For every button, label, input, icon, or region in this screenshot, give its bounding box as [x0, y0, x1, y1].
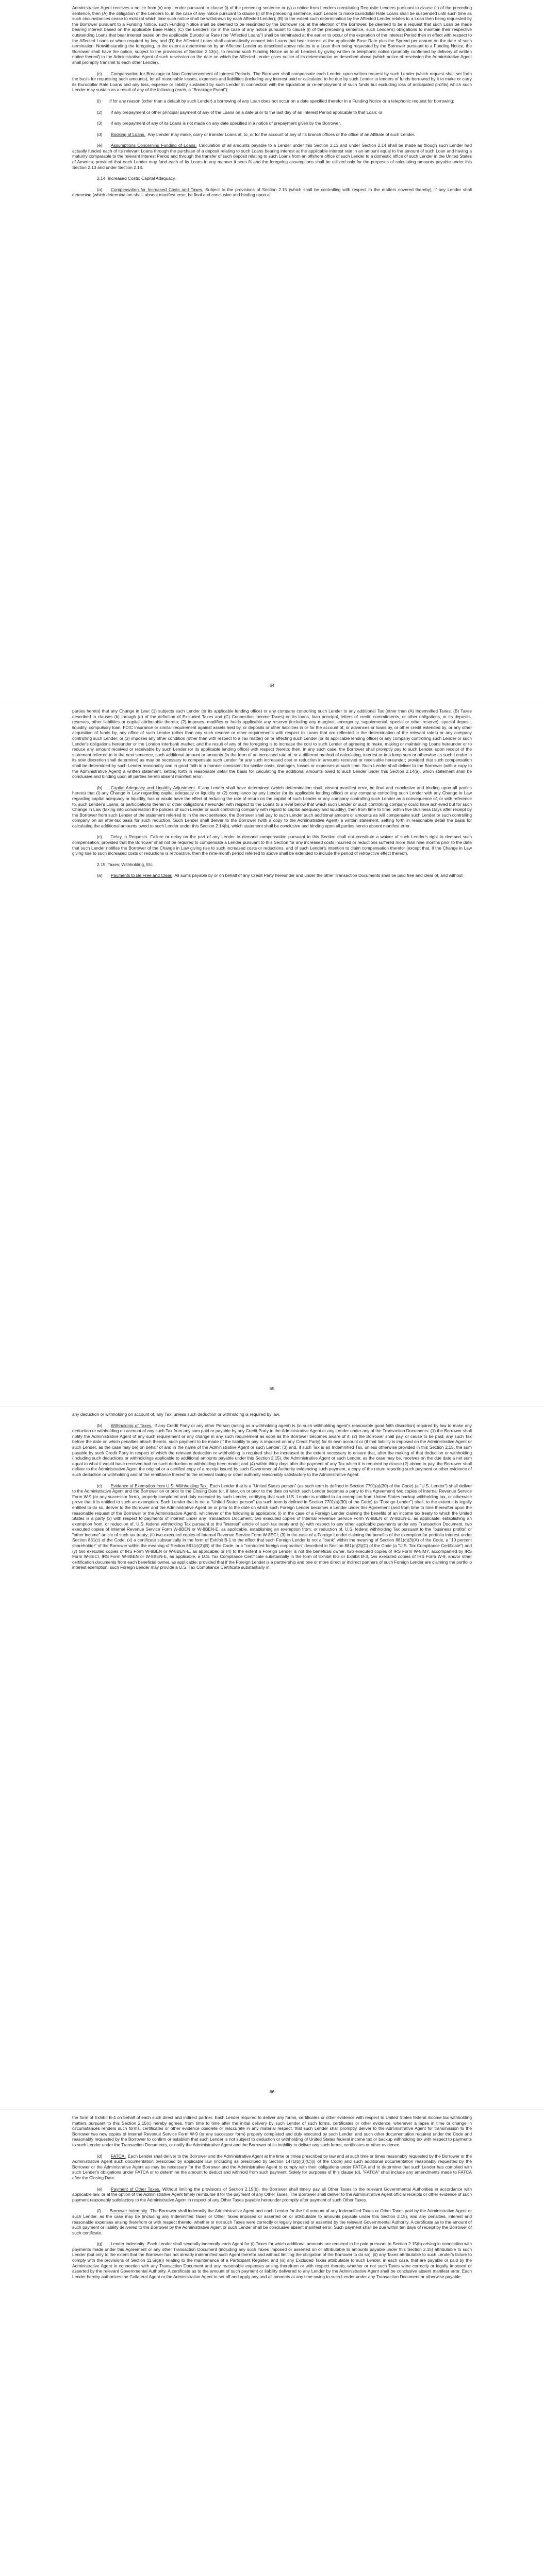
clause-number: (g) [97, 2241, 103, 2247]
clause-number: (i) [97, 98, 101, 104]
clause-number: (c) [97, 834, 102, 840]
paragraph-text: If any Credit Party or any other Person (acting as a withholding agent) is (in such withholding agent's reasonable good faith discretion) required by law to make any deduction or withholding on account of any such Tax from any sum paid or payable by any Credit Party to the Administrative Agent or any Lender under any of the Transaction Documents: (1) the Borrower shall notify the Administrative Agent of any such requirement or any change in any such requirement as soon as the Borrower becomes aware of it; (2) the Borrower shall pay, or cause to be paid, any such Tax before the date on which penalties attach thereto, such payment to be made (if the liability to pay is imposed on any Credit Party) for its own account or (if that liability is imposed on the Administrative Agent or such Lender, as the case may be) on behalf of and in the name of the Administrative Agent or such Lender; (3) and, if such Tax is an Indemnified Tax, unless otherwise provided in this Section 2.15, the sum payable by such Credit Party in respect of which the relevant deduction or withholding is required shall be increased to the extent necessary to ensure that, after the making of that deduction or withholding (including such deductions or withholdings applicable to additional amounts payable under this Section 2.15), the Administrative Agent or such Lender, as the case may be, receives on the due date a net sum equal to what it would have received had no such deduction or withholding been made; and (4) within thirty days after the payment of any Tax which it is required by clause (2) above to pay, the Borrower shall deliver to the Administrative Agent the original or a certified copy of a receipt issued by such Governmental Authority evidencing such payment, a copy of the return reporting such payment or other evidence of such deduction or withholding and of the remittance thereof to the relevant taxing or other authority reasonably satisfactory to the Administrative Agent. [72, 1422, 472, 1477]
paragraph [72, 110, 472, 115]
paragraph [72, 2241, 472, 2279]
paragraph [72, 708, 472, 779]
paragraph [72, 5, 472, 65]
paragraph-text: If any Lender shall have determined (which determination shall, absent manifest error, be final and conclusive and binding upon all parties hereto) that (i) any Change in Law regarding capital adequacy or liquidity or (2) compliance by any Lender (or its applicable lending office) or any company controlling such Lender with any Change in Law regarding capital adequacy or liquidity, has or would have the effect of reducing the rate of return on the capital of such Lender or any company controlling such Lender as a consequence of, or with reference to, such Lender's Loans, or participations therein or other obligations hereunder with respect to the Loans to a level below that which such Lender or such controlling company could have achieved but for such Change in Law (taking into consideration the policies of such Lender or such controlling company with regard to capital adequacy and liquidity), then from time to time, within five Business Days after receipt by the Borrower from such Lender of the statement referred to in the next sentence, the Borrower shall pay to such Lender such additional amount or amounts as will compensate such Lender or such controlling company on an after-tax basis for such reduction. Such Lender shall deliver to the Borrower (with a copy to the Administrative Agent) a written statement, setting forth in reasonable detail the basis for calculating the additional amounts owed to such Lender under this Section 2.14(b), which statement shall be conclusive and binding upon all parties hereto absent manifest error. [72, 785, 472, 828]
paragraph [72, 1412, 472, 1417]
paragraph-text: the form of Exhibit B-4 on behalf of each such direct and indirect partner. Each Lender required to deliver any forms, certificates or other evidence with respect to United States federal income tax withholding matters pursuant to this Section 2.15(c) hereby agrees, from time to time after the initial delivery by such Lender of such forms, certificates or other evidence, whenever a lapse in time or change in circumstances renders such forms, certificates or other evidence obsolete or inaccurate in any material respect, that such Lender shall promptly deliver to the Administrative Agent for transmission to the Borrower two new copies of Internal Revenue Service Form W-9 (or any successor form) properly completed and duly executed by such Lender, and such other documentation required under the Code and reasonably requested by the Borrower to confirm or establish that such Lender is not subject to deduction or withholding of United States federal income tax or backup withholding tax with respect to payments to such Lender under the Transaction Documents, or notify the Administrative Agent and the Borrower of its inability to deliver any such forms, certificates or other evidence. [72, 2115, 472, 2147]
paragraph-text: All sums payable by or on behalf of any Credit Party hereunder and under the other Transaction Documents shall be paid free and clear of, and without [174, 873, 463, 878]
document-page-64 [0, 0, 544, 703]
document-page-65 [0, 703, 544, 1406]
section-heading: Evidence of Exemption from U.S. Withholding Tax. [110, 1483, 208, 1488]
paragraph-text: Each Lender shall deliver to the Borrower and the Administrative Agent at the time or times prescribed by law and at such time or times reasonably requested by the Borrower or the Administrative Agent such documentation prescribed by applicable law (including as prescribed by Section 1471(b)(3)(C)(i) of the Code) and such additional documentation reasonably requested by the Borrower or the Administrative Agent as may be necessary for the Borrower and the Administrative Agent to comply with their obligations under FATCA and to determine that such Lender has complied with such Lender's obligations under FATCA or to determine the amount to deduct and withhold from such payment. Solely for purposes of this clause (d), "FATCA" shall include any amendments made to FATCA after the Closing Date. [72, 2153, 472, 2180]
paragraph [72, 143, 472, 170]
paragraph-text: Subject to the provisions of Section 2.15 (which shall be controlling with respect to the matters covered thereby), if any Lender shall determine (which determination shall, absent manifest error, be final and conclusive and binding upon all [72, 187, 472, 198]
paragraph-text: The Borrower shall compensate each Lender, upon written request by such Lender (which request shall set forth the basis for requesting such amounts), for all reasonable losses, expenses and liabilities (including any interest paid or calculated to be due by such Lender to lenders of funds borrowed by it to make or carry its Eurodollar Rate Loans and any loss, expense or liability sustained by such Lender in connection with the liquidation or re-employment of such funds but excluding loss of anticipated profits) which such Lender may sustain as a result of any of the following (each, a "Breakage Event"): [72, 71, 472, 93]
paragraph-text: Administrative Agent receives a notice from (x) any Lender pursuant to clause (i) of the preceding sentence or (y) a notice from Lenders constituting Requisite Lenders pursuant to clause (ii) of the preceding sentence, then (A) the obligation of the Lenders to, in the case of any notice pursuant to clause (i) of the preceding sentence, such Lender to make Eurodollar Rate Loans shall be suspended until such time as such circumstances cease to exist (at which time such notice shall be withdrawn by each Affected Lender); (B) to the extent such determination by the Affected Lender relates to a Loan then being requested by the Borrower pursuant to a Funding Notice, such Funding Notice shall be deemed to be rescinded by the Borrower (or, at the election of the Borrower, be deemed to be a request that such Loan be made bearing interest based on the applicable Base Rate); (C) the Lenders' (or in the case of any notice pursuant to clause (i) of the preceding sentence, such Lender's) obligations to maintain their respective outstanding Loans that bear interest based on the applicable Eurodollar Rate (the "Affected Loans") shall be terminated at the earlier to occur of the expiration of the Interest Period then in effect with respect to the Affected Loans or when required by law, and (D) the Affected Loans shall automatically convert into Loans that bear interest at the applicable Base Rate plus the Spread per annum on the date of such termination. Notwithstanding the foregoing, to the extent a determination by an Affected Lender as described above relates to a Loan then being requested by the Borrower pursuant to a Funding Notice, the Borrower shall have the option, subject to the provisions of Section 2.13(c), to rescind such Funding Notice as to all Lenders by giving written or telephonic notice (promptly confirmed by delivery of written notice thereof) to the Administrative Agent of such rescission on the date on which the Affected Lender gives notice of its determination as described above (which notice of rescission the Administrative Agent shall promptly transmit to each other Lender). [72, 5, 472, 65]
paragraph-text: Calculation of all amounts payable to a Lender under this Section 2.13 and under Section 2.14 shall be made as though such Lender had actually funded each of its relevant Loans through the purchase of a deposit relating to such Loans bearing interest at the applicable interest rate in an amount equal to the amount of such Loan and having a maturity comparable to the relevant Interest Period and through the transfer of such deposit relating to such Loans from an offshore office of such Lender to a domestic office of such Lender in the United States of America; provided that each Lender may fund each of its Loans in any manner it sees fit and the foregoing assumptions shall be utilized only for the purposes of calculating amounts payable under this Section 2.13 and under Section 2.14. [72, 143, 472, 170]
paragraph [72, 1483, 472, 1571]
paragraph-text: Each Lender that is a "United States person" (as such term is defined in Section 7701(a)(30) of the Code) (a "U.S. Lender") shall deliver to the Administrative Agent and the Borrower on or prior to the Closing Date (or, if later, on or prior to the date on which such Lender becomes a party to this Agreement) two copies of Internal Revenue Service Form W-9 (or any successor form), properly completed and duly executed by such Lender, certifying that such U.S. Lender is entitled to an exemption from United States backup withholding tax, or otherwise prove that it is entitled to such an exemption. Each Lender that is not a "United States person" (as such term is defined in Section 7701(a)(30) of the Code) (a "Foreign Lender") shall, to the extent it is legally entitled to do so, deliver to the Borrower and the Administrative Agent on or prior to the date on which such Foreign Lender becomes a Lender under this Agreement (and from time to time thereafter upon the reasonable request of the Borrower or the Administrative Agent), whichever of the following is applicable: (i) in the case of a Foreign Lender claiming the benefits of an income tax treaty to which the United States is a party (x) with respect to payments of interest under any Transaction Document, two executed copies of Internal Revenue Service Form W-8BEN or W-8BEN-E, as applicable, establishing an exemption from, or reduction of, U.S. federal withholding Tax pursuant to the "interest" article of such tax treaty and (y) with respect to any other applicable payments under any Transaction Document, two executed copies of Internal Revenue Service Form W-8BEN or W-8BEN-E, as applicable, establishing an exemption from, or reduction of, U.S. federal withholding Tax pursuant to the "business profits" or "other income" article of such tax treaty; (ii) two executed copies of Internal Revenue Service Form W-8ECI; (3) in the case of a Foreign Lender claiming the benefits of the exemption for portfolio interest under Section 881(c) of the Code, (x) a certificate substantially in the form of Exhibit B-1 to the effect that such Foreign Lender is not a "bank" within the meaning of Section 881(c)(3)(A) of the Code, a "10 percent shareholder" of the Borrower within the meaning of Section 881(c)(3)(B) of the Code, or a "controlled foreign corporation" described in Section 881(c)(3)(C) of the Code (a "U.S. Tax Compliance Certificate") and (y) two executed copies of IRS Form W-8BEN or W-8BEN-E, as applicable; or (4) to the extent a Foreign Lender is not the beneficial owner, two executed copies of IRS Form W-8IMY, accompanied by IRS Form W-8ECI, IRS Form W-8BEN or W-8BEN-E, as applicable, a U.S. Tax Compliance Certificate substantially in the form of Exhibit B-2 or Exhibit B-3, two executed copies of IRS Form W-9, and/or other certification documents from each beneficial owner, as applicable; provided that if the Foreign Lender is a partnership and one or more direct or indirect partners of such Foreign Lender are claiming the portfolio interest exemption, such Foreign Lender may provide a U.S. Tax Compliance Certificate substantially in [72, 1483, 472, 1570]
section-heading: Capital Adequacy and Liquidity Adjustment. [111, 785, 196, 790]
page-number: 66 [269, 2089, 275, 2094]
clause-number: (b) [97, 785, 103, 790]
paragraph-text: if any prepayment or other principal payment of any of the Loans on a date prior to the last day of an Interest Period applicable to that Loan; or [111, 109, 383, 115]
clause-number: (c) [97, 71, 102, 76]
paragraph-text: if for any reason (other than a default by such Lender) a borrowing of any Loan does not occur on a date specified therefor in a Funding Notice or a telephonic request for borrowing; [109, 98, 454, 104]
section-heading: Payment of Other Taxes. [111, 2186, 160, 2192]
document-page-67 [0, 2110, 544, 2576]
section-heading: Compensation for Increased Costs and Taxes. [111, 187, 203, 192]
section-heading: Borrower Indemnity. [109, 2208, 149, 2214]
paragraph-text: 2.14. Increased Costs; Capital Adequacy. [97, 176, 176, 181]
page-number: 65 [269, 1386, 275, 1391]
section-heading: Withholding of Taxes. [111, 1422, 153, 1428]
paragraph [72, 132, 472, 138]
clause-number: (2) [97, 109, 103, 115]
section-heading: Lender Indemnity. [111, 2241, 145, 2247]
paragraph-text: any deduction or withholding on account of, any Tax, unless such deduction or withholding is required by law. [72, 1412, 281, 1417]
paragraph [72, 1423, 472, 1478]
paragraph-text: Any Lender may make, carry or transfer Loans at, to, or for the account of any of its branch offices or the office of an Affiliate of such Lender. [147, 131, 415, 137]
section-heading: FATCA. [111, 2153, 126, 2159]
paragraph-text: Failure or delay on the part of any Lender to demand compensation pursuant to this Section shall not constitute a waiver of such Lender's right to demand such compensation; provided that the Borrower shall not be required to compensate a Lender pursuant to this Section for any increased costs incurred or reductions suffered more than nine months prior to the date that such Lender notifies the Borrower of the Change in Law giving rise to such increased costs or reductions, and of such Lender's intention to claim compensation therefor (except that, if the Change in Law giving rise to such increased costs or reductions is retroactive, then the nine-month period referred to above shall be extended to include the period of retroactive effect thereof). [72, 834, 472, 856]
clause-number: (3) [97, 121, 103, 126]
clause-number: (e) [97, 143, 103, 148]
paragraph-text: if any prepayment of any of its Loans is not made on any date specified in a notice of prepayment given by the Borrower. [111, 121, 341, 126]
clause-number: (d) [97, 131, 103, 137]
section-heading: Payments to Be Free and Clear. [111, 873, 173, 878]
paragraph [72, 2208, 472, 2235]
paragraph-text: The Borrower shall indemnify the Administrative Agent and each Lender for the full amount of any Indemnified Taxes or Other Taxes paid by the Administrative Agent or such Lender, as the case may be (including any Indemnified Taxes or Other Taxes imposed or asserted on or attributable to amounts payable under this Section 2.15), and any penalties, interest and reasonable expenses arising therefrom or with respect thereto, whether or not such Taxes were correctly or legally imposed or asserted by the relevant Governmental Authority. A certificate as to the amount of such payment or liability delivered to the Borrower by the Administrative Agent or such Lender shall be conclusive absent manifest error. Such payment shall be due within ten days of receipt by the Borrower of such certificate. [72, 2208, 472, 2235]
paragraph [72, 862, 472, 868]
clause-number: (e) [97, 2186, 103, 2192]
section-heading: Compensation for Breakage or Non-Commencement of Interest Periods. [110, 71, 251, 76]
section-heading: Assumptions Concerning Funding of Loans. [111, 143, 197, 148]
clause-number: (d) [97, 2153, 103, 2159]
clause-number: (b) [97, 1422, 103, 1428]
paragraph [72, 187, 472, 198]
section-heading: Delay in Requests. [110, 834, 149, 840]
paragraph [72, 121, 472, 126]
paragraph [72, 785, 472, 829]
paragraph [72, 2187, 472, 2203]
paragraph-text: Without limiting the provisions of Section 2.15(b), the Borrower shall timely pay all Other Taxes to the relevant Governmental Authorities in accordance with applicable law, or at the option of the Administrative Agent timely reimburse it for the payment of any Other Taxes. The Borrower shall deliver to the Administrative Agent official receipts or other evidence of such payment reasonably satisfactory to the Administrative Agent in respect of any Other Taxes payable hereunder promptly after payment of such Other Taxes. [72, 2186, 472, 2202]
page-number: 64 [269, 683, 275, 688]
clause-number: (c) [97, 1483, 102, 1488]
paragraph [72, 2154, 472, 2181]
paragraph [72, 2115, 472, 2148]
paragraph-text: parties hereto) that any Change in Law: (1) subjects such Lender (or its applicable lending office) or any company controlling such Lender to any additional Tax (other than (A) Indemnified Taxes, (B) Taxes described in clauses (b) through (d) of the definition of Excluded Taxes and (C) Connection Income Taxes) on its loans, loan principal, letters of credit, commitments, or other obligations, or its deposits, reserves, other liabilities or capital attributable thereto; (2) imposes, modifies or holds applicable any reserve (including any marginal, emergency, supplemental, special or other reserve), special deposit, liquidity, compulsory loan, FDIC insurance or similar requirement against assets held by, or deposits or other liabilities in or for the account of, or advances or loans by, or other credit extended by, or any other acquisition of funds by, any office of such Lender (other than any such reserve or other requirements with respect to Loans that are reflected in the determination of the relevant rates) or any company controlling such Lender; or (3) imposes any other condition (other than with respect to a Tax matter) on or affecting such Lender (or its applicable lending office) or any company controlling such Lender or such Lender's obligations hereunder or the London interbank market; and the result of any of the foregoing is to increase the cost to such Lender of agreeing to make, making or maintaining Loans hereunder or to reduce any amount received or receivable by such Lender (or its applicable lending office) with respect thereto; then, in any such case, the Borrower shall promptly pay to such Lender, upon receipt of the statement referred to in the next sentence, such additional amount or amounts (in the form of an increased rate of, or a different method of calculating, interest or in a lump sum or otherwise as such Lender in its sole discretion shall determine) as may be necessary to compensate such Lender for any such increased cost or reduction in amounts received or receivable hereunder; provided that such compensation shall be determined by such Lender reasonably and in good faith in a manner consistent for similar costs, damages, losses or expenses at such time. Such Lender shall deliver to the Borrower (with a copy to the Administrative Agent) a written statement, setting forth in reasonable detail the basis for calculating the additional amounts owed to such Lender under this Section 2.14(a), which statement shall be conclusive and binding upon all parties hereto absent manifest error. [72, 708, 472, 779]
section-heading: Booking of Loans. [111, 131, 146, 137]
clause-number: (a) [97, 187, 103, 192]
clause-number: (a) [97, 873, 103, 878]
paragraph [72, 834, 472, 856]
paragraph-text: Each Lender shall severally indemnify each Agent for (i) Taxes for which additional amounts are required to be paid pursuant to Section 2.15(b) arising in connection with payments made under this Agreement or any other Transaction Document (including any such Taxes imposed or asserted on or attributable to amounts payable under this Section 2.15) attributable to such Lender (but only to the extent that the Borrower has not already indemnified such Agent therefor and without limiting the obligation of the Borrower to do so); (ii) any Taxes attributable to such Lender's failure to comply with the provisions of Section 11.5(g)(i) relating to the maintenance of a Participant Register; and (iii) any Excluded Taxes attributable to such Lender, in each case, that are payable or paid by the Administrative Agent in connection with any Transaction Document and any reasonable expenses arising therefrom or with respect thereto, whether or not such Taxes were correctly or legally imposed or asserted by the relevant Governmental Authority. A certificate as to the amount of such payment or liability delivered to any Lender by the Administrative Agent shall be conclusive absent manifest error. Each Lender hereby authorizes the Collateral Agent or the Administrative Agent to set off and apply any and all amounts at any time owing to such Lender under any Transaction Document or otherwise payable [72, 2241, 472, 2279]
paragraph [72, 71, 472, 93]
paragraph-text: 2.15. Taxes; Withholding, Etc. [97, 861, 154, 867]
document-page-66 [0, 1406, 544, 2110]
paragraph [72, 176, 472, 181]
paragraph [72, 873, 472, 878]
clause-number: (f) [97, 2208, 101, 2214]
paragraph [72, 98, 472, 104]
